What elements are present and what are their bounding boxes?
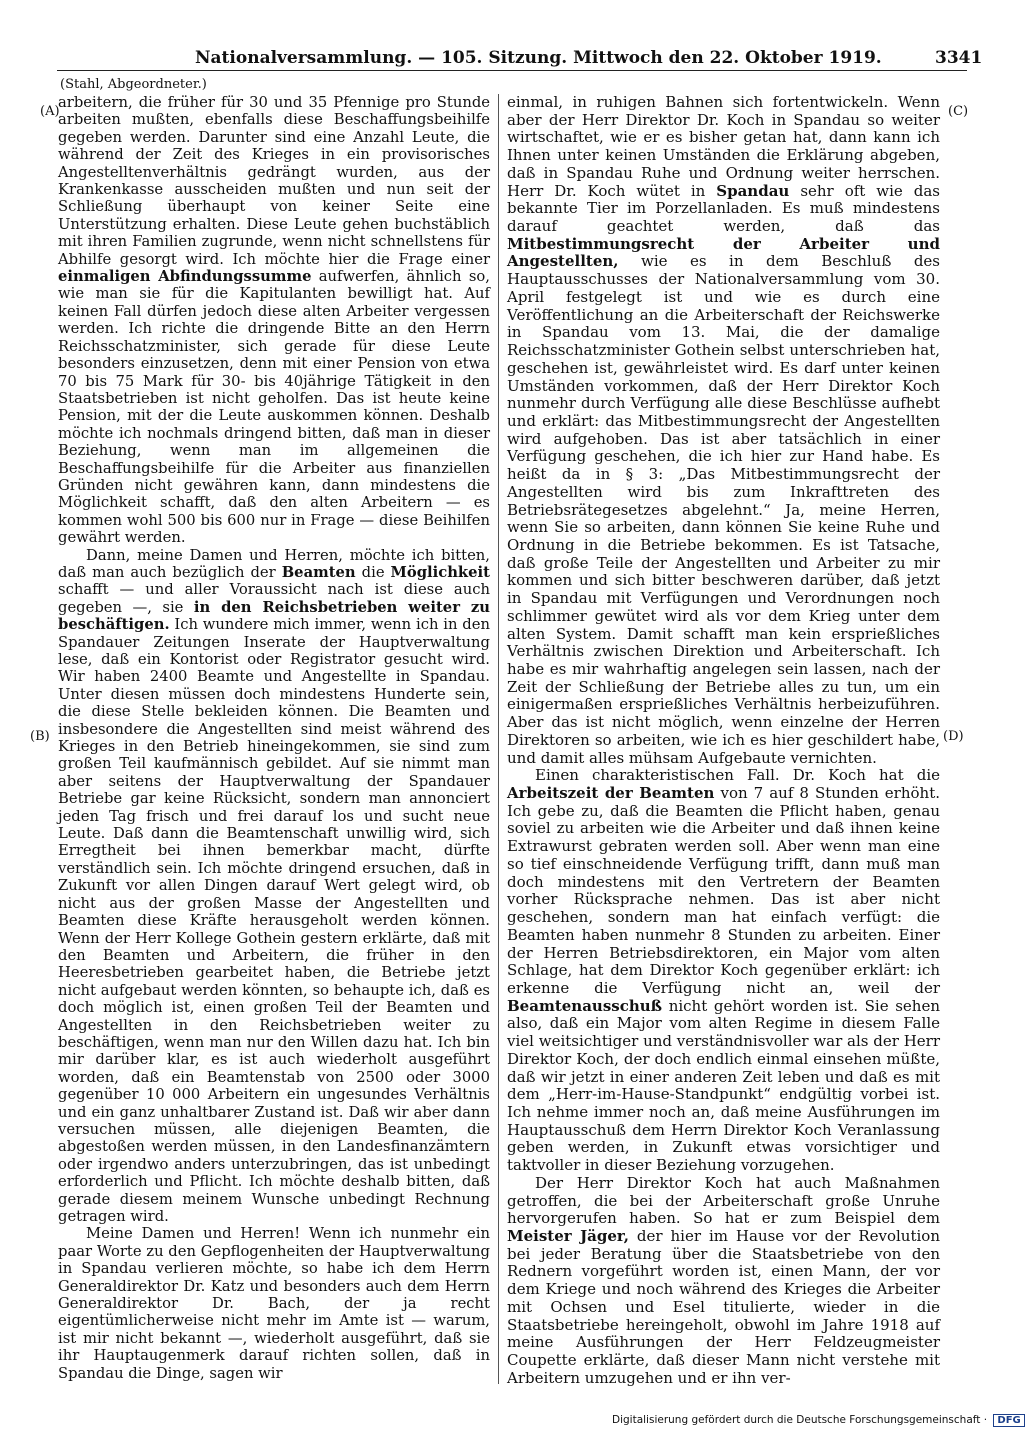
bold-text: einmaligen Abfindungssumme [58, 268, 312, 286]
bold-text: Beamten [281, 563, 356, 581]
margin-mark-b: (B) [30, 729, 50, 744]
running-title: Nationalversammlung. — 105. Sitzung. Mittwoch den 22. Oktober 1919. [195, 48, 882, 68]
bold-text: Möglichkeit [390, 563, 490, 581]
bold-text: in den Reichsbetrieben weiter zu beschäftigen. [58, 598, 490, 634]
text-run: Ich wundere mich immer, wenn ich in den Spandauer Zeitungen Inserate der Hauptverwaltung lese, daß ein Kontorist oder Registrator gesucht wird. Wir haben 2400 Beamte und Angestellte in Spandau. Unter diesen müssen doch mindestens Hunderte sein, die diese Stelle bekleiden können. Die Beamten und insbesondere die Angestellten sind meist während des Krieges in den Betrieb hineingekommen, sie sind zum großen Teil kaufmännisch gebildet. Auf sie nimmt man aber seitens der Hauptverwaltung der Spandauer Betriebe gar keine Rücksicht, sondern man annonciert jeden Tag frisch und frei darauf los und sucht neue Leute. Daß dann die Beamtenschaft unwillig wird, sich Erregtheit bei ihnen bemerkbar macht, dürfte verständlich sein. Ich möchte dringend ersuchen, daß in Zukunft vor allen Dingen darauf Wert gelegt wird, ob nicht aus der großen Masse der Angestellten und Beamten diese Kräfte herausgeholt werden können. Wenn der Herr Kollege Gothein gestern erklärte, daß mit den Beamten und Arbeitern, die früher in den Heeresbetrieben gearbeitet haben, die Betriebe jetzt nicht aufgebaut werden könnten, so behaupte ich, daß es doch möglich ist, einen großen Teil der Beamten und Angestellten in den Reichsbetrieben weiter zu beschäftigen, wenn man nur den Willen dazu hat. Ich bin mir darüber klar, es ist auch wiederholt ausgeführt worden, daß ein Beamtenstab von 2500 oder 3000 gegenüber 10 000 Arbeitern ein ungesundes Verhältnis und ein ganz unhaltbarer Zustand ist. Daß wir aber dann versuchen müssen, alle diejenigen Beamten, die abgestoßen werden müssen, in den Landesfinanzämtern oder irgendwo anders unterzubringen, das ist unbedingt erforderlich und Pflicht. Ich möchte deshalb bitten, daß gerade diesem meinem Wunsche unbedingt Rechnung getragen wird. [58, 616, 490, 1225]
page-header [0, 0, 1000, 72]
bold-text: Arbeitszeit der Beamten [507, 784, 715, 803]
text-run: wie es in dem Beschluß des Hauptausschusses der Nationalversammlung vom 30. April festgelegt ist und wie es durch eine Veröffentlichung an die Arbeiterschaft der Reichswerke in Spandau vom 13. Mai, die der damalige Reichsschatzminister Gothein selbst unterschrieben hat, geschehen ist, gewährleistet wird. Es darf unter keinen Umständen vorkommen, daß der Herr Direktor Koch nunmehr durch Verfügung alle diese Beschlüsse aufhebt und erklärt: das Mitbestimmungsrecht der Angestellten wird aufgehoben. Das ist aber tatsächlich in einer Verfügung geschehen, die ich hier zur Hand habe. Es heißt da in § 3: „Das Mitbestimmungsrecht der Angestellten wird bis zum Inkrafttreten des Betriebsrätegesetzes abgelehnt.“ Ja, meine Herren, wenn Sie so arbeiten, dann können Sie keine Ruhe und Ordnung in die Betriebe bekommen. Es ist Tatsache, daß große Teile der Angestellten und Arbeiter zu mir kommen und sich bitter beschweren darüber, daß jetzt in Spandau mit Verfügungen und Verordnungen noch schlimmer gewütet wird als vor dem Krieg unter dem alten System. Damit schafft man kein ersprießliches Verhältnis zwischen Direktion und Arbeiterschaft. Ich habe es mir wahrhaftig angelegen sein lassen, nach der Zeit der Schließung der Betriebe alles zu tun, um ein einigermaßen ersprießliches Verhältnis herbeizuführen. Aber das ist nicht möglich, wenn einzelne der Herren Direktoren so arbeiten, wie ich es hier geschildert habe, und damit alles mühsam Aufgebaute vernichten. [507, 252, 940, 767]
paragraph [58, 94, 490, 547]
footer-text: Digitalisierung gefördert durch die Deutsche Forschungsgemeinschaft · [612, 1414, 988, 1426]
paragraph: Meine Damen und Herren! Wenn ich nunmehr ein paar Worte zu den Gepflogenheiten der Hauptverwaltung in Spandau verlieren möchte, so habe ich dem Herrn Generaldirektor Dr. Katz und besonders auch dem Herrn Generaldirektor Dr. Bach, der ja recht eigentümlicherweise nicht mehr im Amte ist — warum, ist mir nicht bekannt —, wiederholt ausgeführt, daß sie ihr Hauptaugenmerk darauf richten sollen, daß in Spandau die Dinge, sagen wir [58, 1225, 490, 1382]
text-run: Einen charakteristischen Fall. Dr. Koch hat die [535, 766, 940, 785]
dfg-logo-icon: DFG [993, 1414, 1024, 1427]
right-column [507, 94, 940, 1387]
text-run: schafft — und aller Voraussicht nach ist diese auch gegeben —, sie [58, 581, 490, 616]
bold-text: Meister Jäger, [507, 1227, 629, 1245]
text-run: der hier im Hause vor der Revolution bei jeder Beratung über die Staatsbetriebe von den Rednern vorgeführt worden ist, einen Mann, der vor dem Kriege und noch während des Krieges die Arbeiter mit Ochsen und Esel titulierte, wieder in die Staatsbetriebe hereingeholt, obwohl im Jahre 1918 auf meine Ausführungen der Herr Feldzeugmeister Coupette erklärte, daß dieser Mann nicht verstehe mit Arbeitern umzugehen und er ihn ver- [507, 1227, 940, 1387]
paragraph [507, 94, 940, 767]
paragraph [507, 1175, 940, 1388]
paragraph [58, 547, 490, 1226]
text-run: aufwerfen, ähnlich so, wie man sie für die Kapitulanten bewilligt hat. Auf keinen Fall dürfen jedoch diese alten Arbeiter vergessen werden. Ich richte die dringende Bitte an den Herrn Reichsschatzminister, sich gerade für diese Leute besonders einzusetzen, denn mit einer Pension von etwa 70 bis 75 Mark für 30- bis 40jährige Tätigkeit in den Staatsbetrieben ist nicht geholfen. Das ist heute keine Pension, mit der die Leute auskommen können. Deshalb möchte ich nochmals dringend bitten, daß man in dieser Beziehung, wenn man im allgemeinen die Beschaffungsbeihilfe für die Arbeiter aus finanziellen Gründen nicht gewähren kann, dann mindestens die Möglichkeit schafft, daß den alten Arbeitern — es kommen wohl 500 bis 600 nur in Frage — diese Beihilfen gewährt werden. [58, 268, 490, 547]
page-number: 3341 [935, 48, 983, 68]
bold-text: Mitbestimmungsrecht der Arbeiter und Angestellten, [507, 234, 940, 271]
margin-mark-c: (C) [948, 104, 969, 119]
text-run: sehr oft wie das bekannte Tier im Porzellanladen. Es muß mindestens darauf geachtet werden, daß das [507, 181, 940, 236]
footer-credit [612, 1414, 1025, 1427]
left-column [58, 94, 490, 1382]
speaker-note: (Stahl, Abgeordneter.) [60, 77, 207, 92]
text-run: nicht gehört worden ist. Sie sehen also, daß ein Major vom alten Regime in diesem Falle viel weitsichtiger und verständnisvoller war als der Herr Direktor Koch, der doch endlich einmal einsehen müßte, daß wir jetzt in einer anderen Zeit leben und daß es mit dem „Herr-im-Hause-Standpunkt“ endgültig vorbei ist. Ich nehme immer noch an, daß meine Ausführungen im Hauptausschuß dem Herrn Direktor Koch Veranlassung geben werden, in Zukunft etwas vorsichtiger und taktvoller in dieser Beziehung vorzugehen. [507, 996, 940, 1175]
text-run: von 7 auf 8 Stunden erhöht. Ich gebe zu, daß die Beamten die Pflicht haben, genau soviel zu arbeiten wie die Arbeiter und daß ihnen keine Extrawurst gebraten werden soll. Aber wenn man eine so tief einschneidende Verfügung trifft, dann muß man doch mindestens mit den Vertretern der Beamten vorher Rücksprache nehmen. Das ist aber nicht geschehen, sondern man hat einfach verfügt: die Beamten haben nunmehr 8 Stunden zu arbeiten. Einer der Herren Betriebsdirektoren, ein Major vom alten Schlage, hat dem Direktor Koch gegenüber erklärt: ich erkenne die Verfügung nicht an, weil der [507, 784, 940, 997]
bold-text: Spandau [716, 181, 790, 200]
margin-mark-a: (A) [40, 104, 60, 119]
text-run: die [361, 563, 385, 581]
text-run: arbeitern, die früher für 30 und 35 Pfennige pro Stunde arbeiten mußten, ebenfalls diese Beschaffungsbeihilfe gegeben werden. Darunter sind eine Anzahl Leute, die während der Zeit des Krieges in ein provisorisches Angestelltenverhältnis gedrängt wurden, aus der Krankenkasse ausscheiden mußten und nun seit der Schließung überhaupt von keiner Seite eine Unterstützung erhalten. Diese Leute gehen buchstäblich mit ihren Familien zugrunde, wenn nicht schnellstens für Abhilfe gesorgt wird. Ich möchte hier die Frage einer [58, 94, 490, 268]
text-run: Der Herr Direktor Koch hat auch Maßnahmen getroffen, die bei der Arbeiterschaft große Unruhe hervorgerufen haben. So hat er zum Beispiel dem [507, 1173, 940, 1228]
column-divider [498, 94, 499, 1384]
header-rule [57, 70, 967, 71]
bold-text: Beamtenausschuß [507, 996, 663, 1015]
text-run: einmal, in ruhigen Bahnen sich fortentwickeln. Wenn aber der Herr Direktor Dr. Koch in Spandau so weiter wirtschaftet, wie er es bisher getan hat, dann kann ich Ihnen unter keinen Umständen die Erklärung abgeben, daß in Spandau Ruhe und Ordnung weiter herrschen. Herr Dr. Koch wütet in [507, 93, 940, 200]
text-run: Dann, meine Damen und Herren, möchte ich bitten, daß man auch bezüglich der [58, 546, 490, 581]
margin-mark-d: (D) [943, 729, 964, 744]
paragraph [507, 767, 940, 1175]
